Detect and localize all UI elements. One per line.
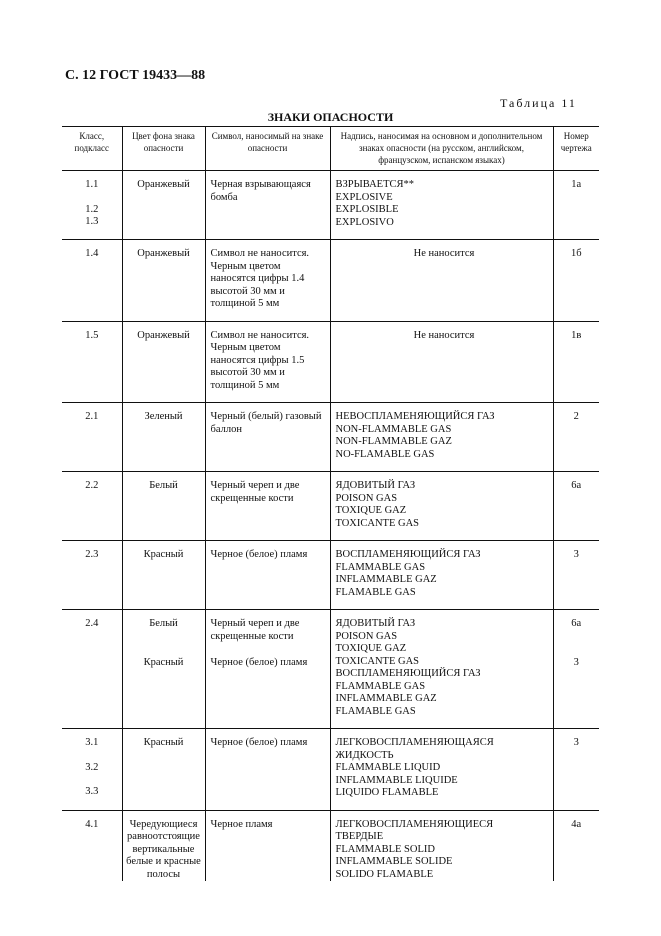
- class-cell: 2.3: [62, 541, 122, 610]
- class-cell: 1.5: [62, 321, 122, 403]
- inscription-line: ЯДОВИТЫЙ ГАЗ: [335, 618, 416, 629]
- inscription-line: FLAMMABLE SOLID: [335, 843, 435, 855]
- inscription-cell: [330, 403, 553, 472]
- inscription-cell: Не наносится: [330, 321, 553, 403]
- col-header-drawing: Номер чертежа: [553, 127, 599, 171]
- class-cell: 1.4: [62, 240, 122, 322]
- inscription-cell: [330, 171, 553, 240]
- class-cell: [62, 171, 122, 240]
- inscription-cell: Не наносится: [330, 240, 553, 322]
- inscription-line: ЖИДКОСТЬ: [335, 749, 394, 761]
- drawing-cell: 1в: [553, 321, 599, 403]
- inscription-line: ЛЕГКОВОСПЛАМЕНЯЮЩИЕСЯ: [335, 818, 494, 830]
- class-cell: 2.4: [62, 610, 122, 729]
- inscription-cell: [330, 810, 553, 881]
- color-cell: Чередующиеся равноотстоящие вертикальные белые и красные полосы: [122, 810, 205, 881]
- color-value: Белый: [149, 618, 178, 629]
- inscription-line: INFLAMMABLE GAZ: [335, 574, 437, 585]
- inscription-line: NON-FLAMMABLE GAS: [335, 423, 452, 435]
- inscription-line: FLAMMABLE GAS: [335, 680, 426, 692]
- table-row: [62, 472, 599, 541]
- inscription-line: EXPLOSIVE: [335, 191, 393, 203]
- symbol-cell: Черное пламя: [205, 810, 330, 881]
- symbol-cell: Черное (белое) пламя: [205, 541, 330, 610]
- inscription-line: НЕВОСПЛАМЕНЯЮЩИЙСЯ ГАЗ: [335, 411, 495, 422]
- color-cell: Оранжевый: [122, 321, 205, 403]
- drawing-cell: 6а: [553, 472, 599, 541]
- symbol-cell: Черная взрывающаяся бомба: [205, 171, 330, 240]
- inscription-line: ЛЕГКОВОСПЛАМЕНЯЮЩАЯСЯ: [335, 737, 494, 748]
- symbol-value: Черное (белое) пламя: [210, 657, 308, 668]
- class-cell: [62, 729, 122, 811]
- color-cell: Зеленый: [122, 403, 205, 472]
- symbol-cell: Символ не наносится. Черным цветом наносятся цифры 1.4 высотой 30 мм и толщиной 5 мм: [205, 240, 330, 322]
- inscription-line: NON-FLAMMABLE GAZ: [335, 436, 452, 447]
- symbol-cell: Черный (белый) газовый баллон: [205, 403, 330, 472]
- drawing-cell: 3: [553, 541, 599, 610]
- col-header-color: Цвет фона знака опасности: [122, 127, 205, 171]
- table-row: [62, 171, 599, 240]
- table-title: ЗНАКИ ОПАСНОСТИ: [267, 110, 394, 124]
- inscription-line: LIQUIDO FLAMABLE: [335, 787, 439, 798]
- inscription-line: TOXIQUE GAZ: [335, 643, 407, 654]
- color-cell: [122, 610, 205, 729]
- symbol-value: Черный череп и две скрещенные кости: [210, 618, 300, 642]
- inscription-line: NO-FLAMABLE GAS: [335, 448, 435, 460]
- inscription-line: TOXICANTE GAS: [335, 517, 420, 529]
- drawing-cell: 4а: [553, 810, 599, 881]
- symbol-cell: Черный череп и две скрещенные кости: [205, 472, 330, 541]
- table-row: [62, 541, 599, 610]
- table-row: [62, 810, 599, 881]
- inscription-line: FLAMMABLE LIQUID: [335, 762, 441, 773]
- class-value: 1.1: [85, 179, 99, 190]
- color-cell: Оранжевый: [122, 240, 205, 322]
- table-row: [62, 403, 599, 472]
- inscription-line: INFLAMMABLE LIQUIDE: [335, 774, 458, 786]
- inscription-line: INFLAMMABLE GAZ: [335, 693, 437, 704]
- inscription-cell: [330, 541, 553, 610]
- color-cell: Оранжевый: [122, 171, 205, 240]
- drawing-cell: 1а: [553, 171, 599, 240]
- col-header-inscription: Надпись, наносимая на основном и дополнительном знаках опасности (на русском, английском, французском, испанском языках): [330, 127, 553, 171]
- symbol-cell: [205, 610, 330, 729]
- inscription-cell: [330, 729, 553, 811]
- inscription-line: TOXIQUE GAZ: [335, 505, 407, 516]
- inscription-line: TOXICANTE GAS: [335, 655, 420, 667]
- inscription-line: FLAMABLE GAS: [335, 586, 416, 598]
- inscription-line: ВОСПЛАМЕНЯЮЩИЙСЯ ГАЗ: [335, 668, 481, 679]
- symbol-cell: Черное (белое) пламя: [205, 729, 330, 811]
- table-row: [62, 240, 599, 322]
- col-header-class: Класс, подкласс: [62, 127, 122, 171]
- page-header: С. 12 ГОСТ 19433—88: [65, 68, 206, 83]
- inscription-line: EXPLOSIBLE: [335, 204, 399, 215]
- inscription-line: ЯДОВИТЫЙ ГАЗ: [335, 480, 416, 491]
- inscription-line: EXPLOSIVO: [335, 216, 394, 228]
- table-header-row: [62, 127, 599, 171]
- table-number: Таблица 11: [500, 96, 577, 110]
- class-value: 1.2: [85, 203, 99, 215]
- table-row: [62, 729, 599, 811]
- inscription-line: ВОСПЛАМЕНЯЮЩИЙСЯ ГАЗ: [335, 549, 481, 560]
- color-cell: Белый: [122, 472, 205, 541]
- class-value: 3.2: [85, 761, 99, 773]
- class-value: 3.3: [85, 786, 99, 797]
- inscription-line: FLAMMABLE GAS: [335, 561, 426, 573]
- drawing-cell: [553, 610, 599, 729]
- class-cell: 4.1: [85, 818, 99, 830]
- drawing-cell: 1б: [553, 240, 599, 322]
- table-row: [62, 610, 599, 729]
- color-cell: Красный: [122, 729, 205, 811]
- inscription-cell: [330, 472, 553, 541]
- class-value: 3.1: [85, 737, 99, 748]
- inscription-line: INFLAMMABLE SOLIDE: [335, 856, 453, 867]
- drawing-value: 3: [573, 656, 579, 668]
- class-cell: 2.1: [62, 403, 122, 472]
- class-value: 1.3: [85, 216, 99, 227]
- inscription-cell: [330, 610, 553, 729]
- inscription-line: POISON GAS: [335, 630, 398, 642]
- drawing-cell: 2: [553, 403, 599, 472]
- color-value: Красный: [143, 656, 184, 668]
- drawing-cell: 3: [553, 729, 599, 811]
- inscription-line: POISON GAS: [335, 492, 398, 504]
- table-row: [62, 321, 599, 403]
- color-cell: Красный: [122, 541, 205, 610]
- class-cell: 2.2: [62, 472, 122, 541]
- symbol-cell: Символ не наносится. Черным цветом наносятся цифры 1.5 высотой 30 мм и толщиной 5 мм: [205, 321, 330, 403]
- hazard-signs-table: [62, 126, 599, 881]
- inscription-line: FLAMABLE GAS: [335, 705, 416, 717]
- inscription-line: SOLIDO FLAMABLE: [335, 868, 434, 880]
- drawing-value: 6а: [571, 618, 582, 629]
- inscription-line: ВЗРЫВАЕТСЯ**: [335, 179, 415, 190]
- inscription-line: ТВЕРДЫЕ: [335, 831, 384, 842]
- col-header-symbol: Символ, наносимый на знаке опасности: [205, 127, 330, 171]
